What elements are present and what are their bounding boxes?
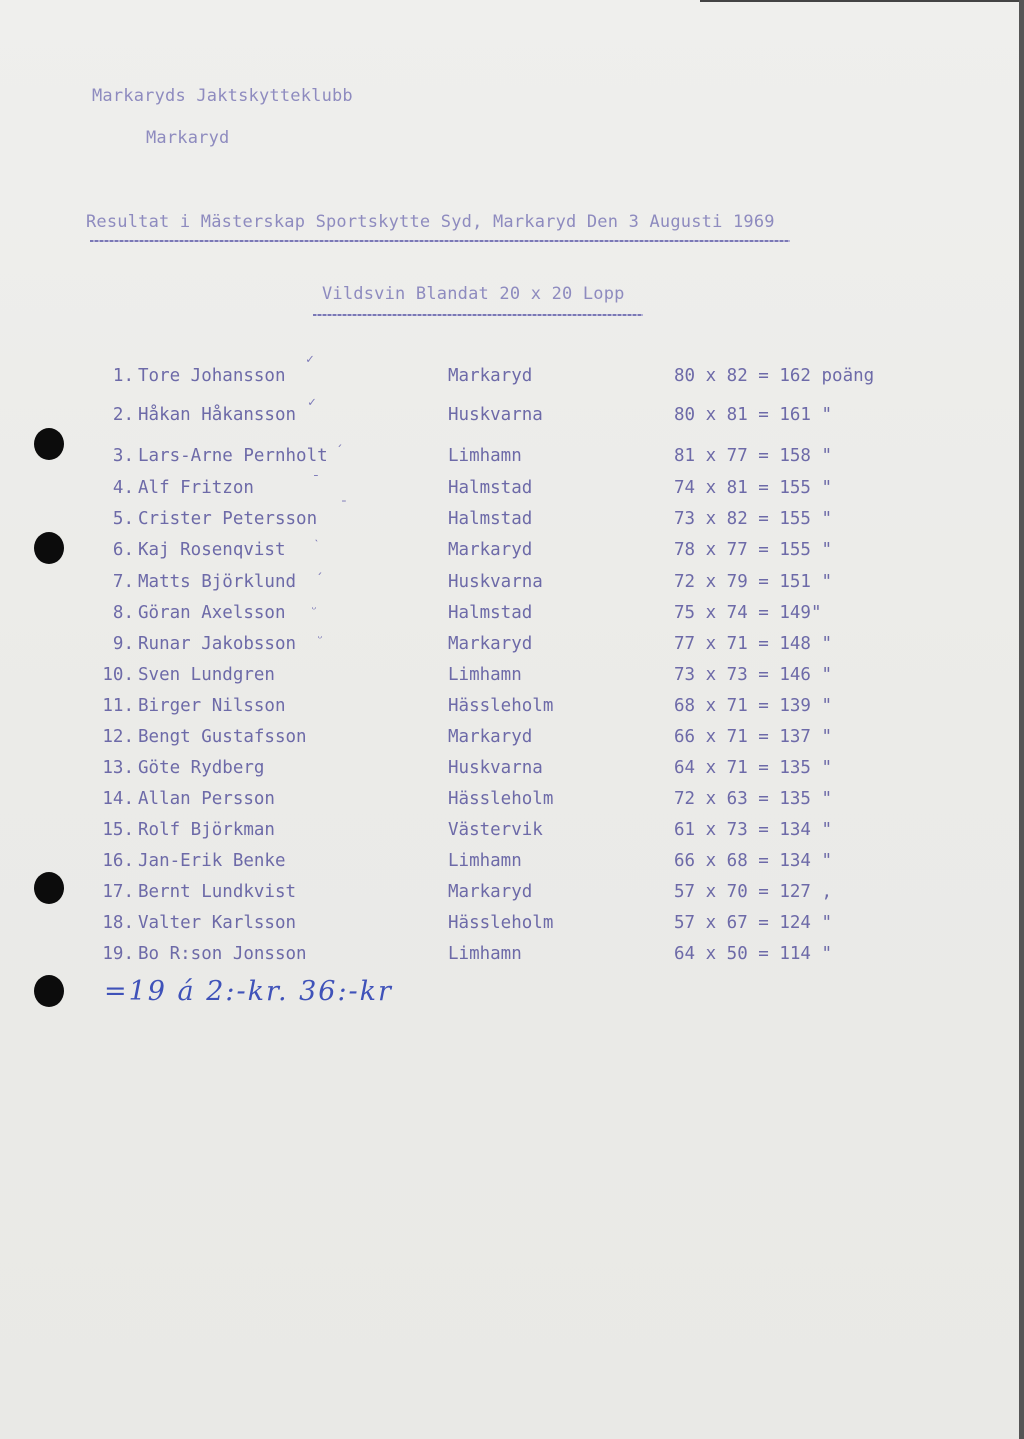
result-rank: 10. [102,665,134,685]
result-rank: 17. [102,882,134,902]
result-name: Valter Karlsson [138,913,297,933]
result-name: Bengt Gustafsson [138,727,307,747]
result-score: 64 x 50 = 114 " [674,944,833,964]
check-mark: ᵕ [316,632,324,647]
result-row [0,789,1024,817]
result-club: Hässleholm [448,696,554,716]
result-row [0,727,1024,755]
result-rank: 12. [102,727,134,747]
result-rank: 15. [102,820,134,840]
result-row [0,882,1024,910]
result-score: 75 x 74 = 149" [674,603,822,623]
result-score: 66 x 68 = 134 " [674,851,833,871]
check-mark: ˏ [336,432,344,447]
result-heading-underline [90,240,790,242]
result-name: Kaj Rosenqvist [138,540,286,560]
result-row [0,603,1024,631]
result-club: Markaryd [448,634,533,654]
check-mark: ✓ [306,352,314,367]
result-name: Runar Jakobsson [138,634,297,654]
result-rank: 13. [102,758,134,778]
result-rank: 11. [102,696,134,716]
result-row [0,572,1024,600]
result-score: 72 x 63 = 135 " [674,789,833,809]
result-rank: 5. [112,509,134,529]
result-score: 80 x 82 = 162 poäng [674,366,875,386]
result-heading: Resultat i Mästerskap Sportskytte Syd, Markaryd Den 3 Augusti 1969 [86,212,775,232]
result-score: 81 x 77 = 158 " [674,446,833,466]
result-name: Bo R:son Jonsson [138,944,307,964]
punch-hole [34,975,64,1007]
handwritten-note: =19 á 2:-kr. 36:-kr [104,976,393,1007]
result-club: Limhamn [448,446,522,466]
result-score: 66 x 71 = 137 " [674,727,833,747]
result-name: Rolf Björkman [138,820,275,840]
result-row [0,405,1024,433]
club-town: Markaryd [146,128,230,148]
result-score: 80 x 81 = 161 " [674,405,833,425]
result-score: 73 x 73 = 146 " [674,665,833,685]
result-rank: 16. [102,851,134,871]
event-heading: Vildsvin Blandat 20 x 20 Lopp [322,284,625,304]
result-score: 78 x 77 = 155 " [674,540,833,560]
check-mark: ᵕ [310,603,318,618]
check-mark: ˋ [313,538,321,553]
result-rank: 6. [112,540,134,560]
scan-top-edge [700,0,1024,2]
result-rank: 9. [112,634,134,654]
result-club: Markaryd [448,882,533,902]
result-row [0,509,1024,537]
result-row [0,696,1024,724]
event-heading-underline [313,314,643,316]
result-club: Markaryd [448,540,533,560]
result-rank: 2. [112,405,134,425]
result-club: Hässleholm [448,789,554,809]
result-club: Limhamn [448,944,522,964]
result-rank: 18. [102,913,134,933]
result-rank: 7. [112,572,134,592]
result-name: Sven Lundgren [138,665,275,685]
result-name: Birger Nilsson [138,696,286,716]
result-row [0,944,1024,972]
result-rank: 8. [112,603,134,623]
check-mark: ˍ [340,488,348,503]
check-mark: ✓ [308,395,316,410]
result-score: 68 x 71 = 139 " [674,696,833,716]
result-row [0,820,1024,848]
result-name: Allan Persson [138,789,275,809]
result-club: Halmstad [448,603,533,623]
check-mark: ˉ [312,474,320,489]
result-row [0,758,1024,786]
check-mark: ˏ [316,560,324,575]
result-club: Västervik [448,820,543,840]
result-rank: 19. [102,944,134,964]
result-score: 72 x 79 = 151 " [674,572,833,592]
result-row [0,366,1024,394]
result-score: 73 x 82 = 155 " [674,509,833,529]
result-name: Göte Rydberg [138,758,265,778]
result-row [0,478,1024,506]
result-rank: 3. [112,446,134,466]
result-name: Göran Axelsson [138,603,286,623]
result-rank: 14. [102,789,134,809]
result-score: 77 x 71 = 148 " [674,634,833,654]
result-club: Huskvarna [448,572,543,592]
result-score: 57 x 70 = 127 , [674,882,833,902]
result-name: Bernt Lundkvist [138,882,297,902]
result-club: Huskvarna [448,758,543,778]
club-name: Markaryds Jaktskytteklubb [92,86,353,106]
result-row [0,665,1024,693]
result-name: Håkan Håkansson [138,405,297,425]
result-name: Tore Johansson [138,366,286,386]
result-row [0,851,1024,879]
result-score: 64 x 71 = 135 " [674,758,833,778]
result-club: Huskvarna [448,405,543,425]
result-club: Halmstad [448,509,533,529]
result-row [0,446,1024,474]
result-club: Hässleholm [448,913,554,933]
result-club: Limhamn [448,665,522,685]
result-club: Markaryd [448,366,533,386]
result-score: 74 x 81 = 155 " [674,478,833,498]
result-club: Markaryd [448,727,533,747]
result-name: Crister Petersson [138,509,318,529]
result-rank: 1. [112,366,134,386]
result-club: Limhamn [448,851,522,871]
result-rank: 4. [112,478,134,498]
result-name: Lars-Arne Pernholt [138,446,328,466]
result-score: 57 x 67 = 124 " [674,913,833,933]
result-row [0,913,1024,941]
result-score: 61 x 73 = 134 " [674,820,833,840]
result-row [0,634,1024,662]
result-row [0,540,1024,568]
result-name: Alf Fritzon [138,478,254,498]
result-club: Halmstad [448,478,533,498]
result-name: Jan-Erik Benke [138,851,286,871]
result-name: Matts Björklund [138,572,297,592]
